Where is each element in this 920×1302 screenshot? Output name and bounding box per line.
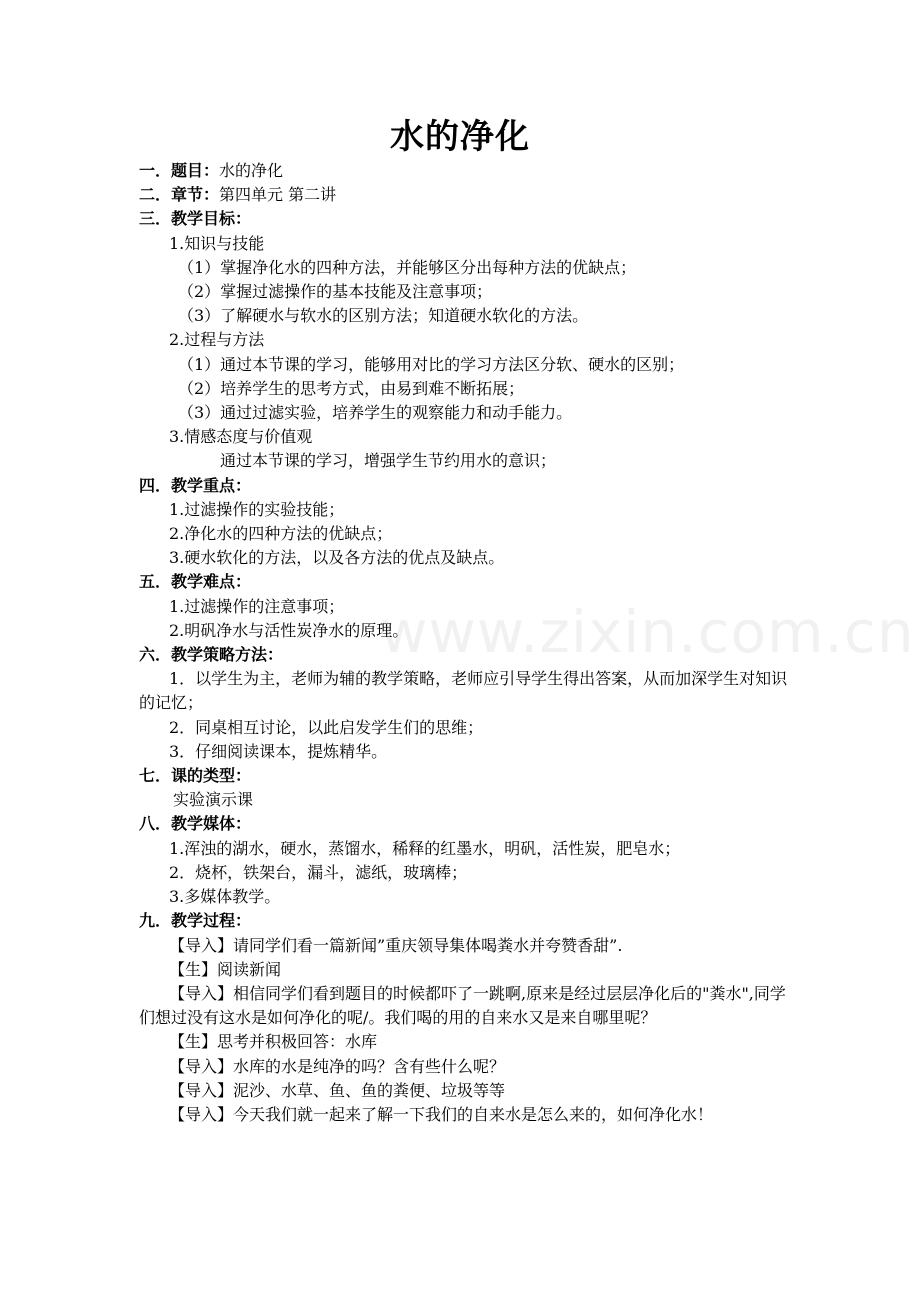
- list-item: 1.过滤操作的实验技能；: [169, 499, 345, 519]
- section-heading: [139, 764, 799, 788]
- section-heading: [139, 159, 799, 183]
- list-item: 实验演示课: [173, 790, 254, 810]
- paragraph: 【导入】相信同学们看到题目的时候都吓了一跳啊,原来是经过层层净化后的"粪水",同学们想过没有这水是如何净化的呢/。我们喝的用的自来水又是来自哪里呢？: [139, 983, 786, 1028]
- watermark: www.zixin.com.cn: [380, 598, 915, 666]
- section-heading-label: 四．教学重点：: [139, 475, 252, 495]
- section-heading: [139, 183, 799, 207]
- section-heading-label: 八．教学媒体：: [139, 814, 252, 834]
- list-item: 【生】阅读新闻: [169, 959, 282, 979]
- list-item: 1.过滤操作的注意事项；: [169, 596, 345, 616]
- list-item: 2．烧杯，铁架台，漏斗，滤纸，玻璃棒；: [169, 862, 468, 882]
- list-item: 2.过程与方法: [169, 330, 265, 350]
- list-item: 3．仔细阅读课本，提炼精华。: [169, 741, 388, 761]
- section-heading-label: 一．题目：: [139, 161, 220, 180]
- document-body: [139, 159, 799, 1127]
- list-item: 【导入】今天我们就一起来了解一下我们的自来水是怎么来的，如何净化水！: [169, 1104, 714, 1124]
- section-heading: [139, 570, 799, 594]
- list-item: 1.知识与技能: [169, 233, 265, 253]
- section-heading: [139, 474, 799, 498]
- list-item: （1）掌握净化水的四种方法，并能够区分出每种方法的优缺点；: [178, 257, 637, 277]
- list-item: 2．同桌相互讨论，以此启发学生们的思维；: [169, 717, 484, 737]
- section-heading: [139, 812, 799, 836]
- document-title: 水的净化: [390, 117, 530, 157]
- list-item: （1）通过本节课的学习，能够用对比的学习方法区分软、硬水的区别；: [178, 354, 685, 374]
- list-item: 2.明矾净水与活性炭净水的原理。: [169, 620, 409, 640]
- section-heading-label: 六．教学策略方法：: [139, 645, 284, 665]
- section-heading-label: 五．教学难点：: [139, 572, 252, 592]
- section-heading-label: 七．课的类型：: [139, 766, 252, 786]
- list-item: 3.硬水软化的方法，以及各方法的优点及缺点。: [169, 548, 505, 568]
- list-item: 2.净化水的四种方法的优缺点；: [169, 524, 393, 544]
- list-item: 【导入】请同学们看一篇新闻”重庆领导集体喝粪水并夸赞香甜”.: [169, 935, 623, 955]
- section-heading-label: 三．教学目标：: [139, 209, 252, 229]
- list-item: （2）培养学生的思考方式，由易到难不断拓展；: [178, 378, 525, 398]
- list-item: （3）了解硬水与软水的区别方法；知道硬水软化的方法。: [178, 306, 589, 326]
- section-heading: [139, 643, 799, 667]
- list-item: （2）掌握过滤操作的基本技能及注意事项；: [178, 282, 493, 302]
- list-item: 通过本节课的学习，增强学生节约用水的意识；: [220, 451, 557, 471]
- list-item: 3.情感态度与价值观: [169, 427, 313, 447]
- list-item: 【生】思考并积极回答：水库: [169, 1032, 378, 1052]
- section-heading-value: 水的净化: [219, 161, 284, 180]
- paragraph: 1．以学生为主，老师为辅的教学策略，老师应引导学生得出答案，从而加深学生对知识的记忆；: [139, 669, 788, 713]
- list-item: 3.多媒体教学。: [169, 887, 281, 907]
- section-heading: [139, 207, 799, 231]
- list-item: 【导入】水库的水是纯净的吗？含有些什么呢？: [169, 1056, 506, 1076]
- list-item: （3）通过过滤实验，培养学生的观察能力和动手能力。: [178, 403, 573, 423]
- list-item: 【导入】泥沙、水草、鱼、鱼的粪便、垃圾等等: [169, 1080, 506, 1100]
- section-heading-label: 二．章节：: [139, 185, 220, 205]
- section-heading-value: 第四单元 第二讲: [219, 185, 337, 205]
- list-item: 1.浑浊的湖水，硬水，蒸馏水，稀释的红墨水，明矾，活性炭，肥皂水；: [169, 838, 681, 858]
- section-heading: [139, 909, 799, 933]
- section-heading-label: 九．教学过程：: [139, 911, 252, 931]
